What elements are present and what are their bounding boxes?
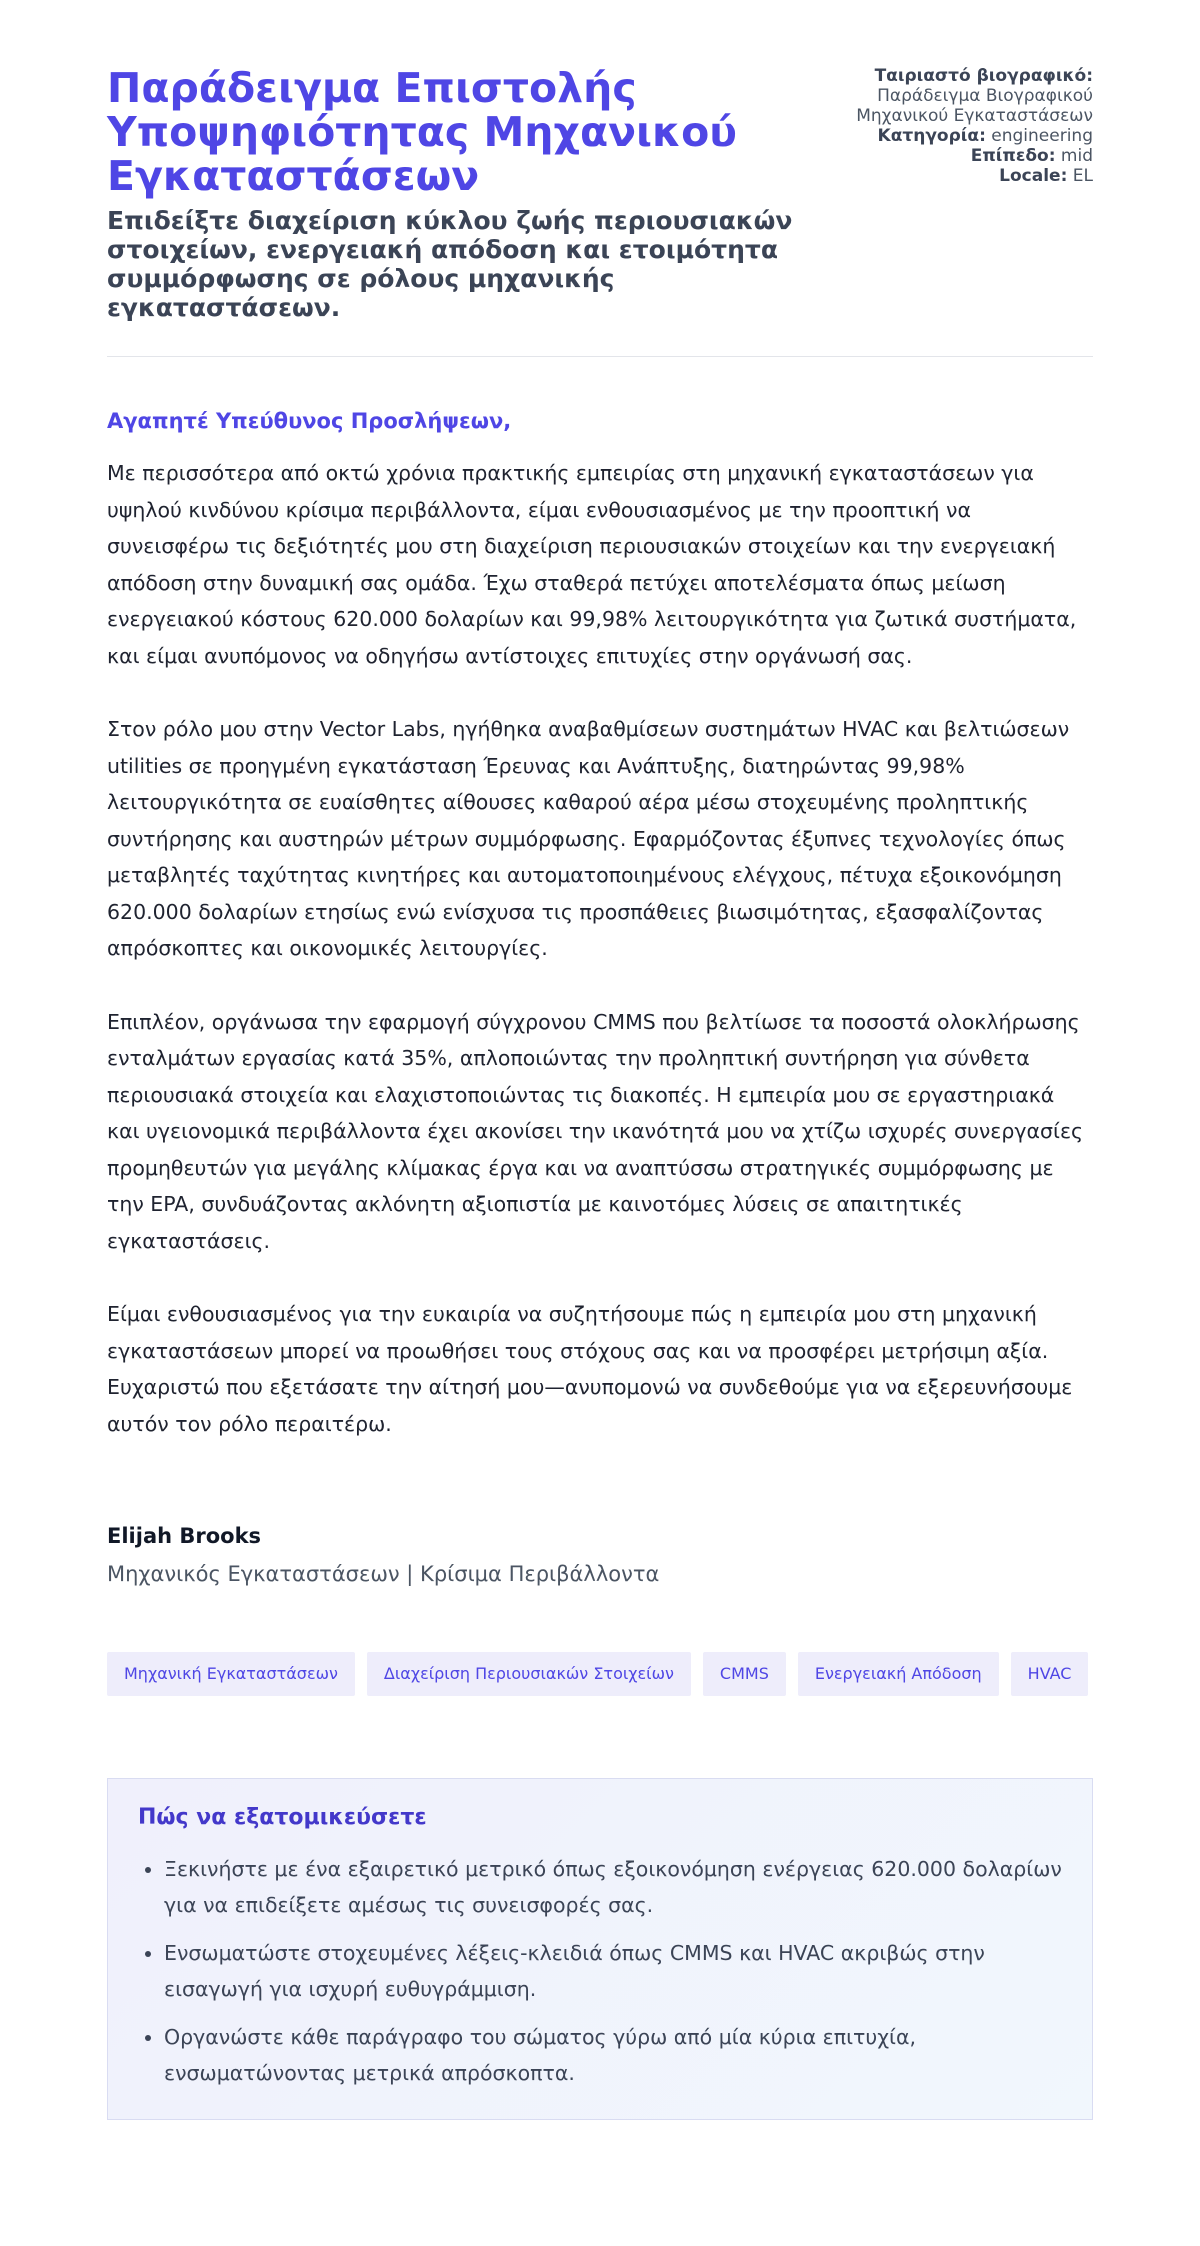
tag-energy-efficiency[interactable]: Ενεργειακή Απόδοση bbox=[798, 1652, 999, 1696]
meta-resume-label: Ταιριαστό βιογραφικό: bbox=[874, 66, 1093, 86]
keyword-tags bbox=[107, 1652, 1093, 1696]
tips-list bbox=[138, 1851, 1062, 2091]
meta-locale bbox=[833, 166, 1093, 186]
meta-category-value: engineering bbox=[991, 126, 1093, 146]
header-divider bbox=[107, 356, 1093, 357]
customization-tips-box bbox=[107, 1778, 1093, 2120]
tag-asset-management[interactable]: Διαχείριση Περιουσιακών Στοιχείων bbox=[367, 1652, 691, 1696]
meta-level bbox=[833, 146, 1093, 166]
meta-locale-label: Locale: bbox=[999, 166, 1068, 186]
letter-body bbox=[107, 407, 1093, 1442]
page-title: Παράδειγμα Επιστολής Υποψηφιότητας Μηχανικού Εγκαταστάσεων bbox=[107, 64, 737, 200]
meta-category bbox=[833, 126, 1093, 146]
meta-level-value: mid bbox=[1060, 146, 1093, 166]
tip-item-1: • Ξεκινήστε με ένα εξαιρετικό μετρικό όπως εξοικονόμηση ενέργειας 620.000 δολαρίων για να επιδείξετε αμέσως τις συνεισφορές σας. bbox=[164, 1851, 1062, 1923]
letter-paragraph-4: Είμαι ενθουσιασμένος για την ευκαιρία να συζητήσουμε πώς η εμπειρία μου στη μηχανική εγκαταστάσεων μπορεί να προωθήσει τους στόχους σας και να προσφέρει μετρήσιμη αξία. Ευχαριστώ που εξετάσατε την αίτησή μου—ανυπομονώ να συνδεθούμε για να εξερευνήσουμε αυτόν τον ρόλο περαιτέρω. bbox=[107, 1302, 1073, 1436]
meta-locale-value: EL bbox=[1072, 166, 1093, 186]
meta-resume-link[interactable]: Παράδειγμα Βιογραφικού Μηχανικού Εγκαταστάσεων bbox=[856, 86, 1093, 126]
meta-level-label: Επίπεδο: bbox=[970, 146, 1056, 166]
tag-hvac[interactable]: HVAC bbox=[1011, 1652, 1089, 1696]
tips-title: Πώς να εξατομικεύσετε bbox=[138, 1805, 427, 1830]
header-titles bbox=[107, 66, 827, 322]
signature-block bbox=[107, 1522, 1093, 1588]
meta-panel bbox=[833, 66, 1093, 186]
letter-greeting: Αγαπητέ Υπεύθυνος Προσλήψεων, bbox=[107, 409, 512, 433]
page-header bbox=[107, 0, 1093, 322]
tip-item-3: • Οργανώστε κάθε παράγραφο του σώματος γύρω από μία κύρια επιτυχία, ενσωματώνοντας μετρικά απρόσκοπτα. bbox=[164, 2019, 1062, 2091]
tag-facilities-engineering[interactable]: Μηχανική Εγκαταστάσεων bbox=[107, 1652, 355, 1696]
letter-paragraph-2: Στον ρόλο μου στην Vector Labs, ηγήθηκα αναβαθμίσεων συστημάτων HVAC και βελτιώσεων utilities σε προηγμένη εγκατάσταση Έρευνας και Ανάπτυξης, διατηρώντας 99,98% λειτουργικότητα σε ευαίσθητες αίθουσες καθαρού αέρα μέσω στοχευμένης προληπτικής συντήρησης και αυστηρών μέτρων συμμόρφωσης. Εφαρμόζοντας έξυπνες τεχνολογίες όπως μεταβλητές ταχύτητας κινητήρες και αυτοματοποιημένους ελέγχους, πέτυχα εξοικονόμηση 620.000 δολαρίων ετησίως ενώ ενίσχυσα τις προσπάθειες βιωσιμότητας, εξασφαλίζοντας απρόσκοπτες και οικονομικές λειτουργίες. bbox=[107, 717, 1070, 960]
tip-item-2: • Ενσωματώστε στοχευμένες λέξεις-κλειδιά όπως CMMS και HVAC ακριβώς στην εισαγωγή για ισχυρή ευθυγράμμιση. bbox=[164, 1935, 1062, 2007]
page-subtitle: Επιδείξτε διαχείριση κύκλου ζωής περιουσιακών στοιχείων, ενεργειακή απόδοση και ετοιμότητα συμμόρφωσης σε ρόλους μηχανικής εγκαταστάσεων. bbox=[107, 206, 793, 322]
letter-paragraph-3: Επιπλέον, οργάνωσα την εφαρμογή σύγχρονου CMMS που βελτίωσε τα ποσοστά ολοκλήρωσης ενταλμάτων εργασίας κατά 35%, απλοποιώντας την προληπτική συντήρηση για σύνθετα περιουσιακά στοιχεία και ελαχιστοποιώντας τις διακοπές. Η εμπειρία μου σε εργαστηριακά και υγειονομικά περιβάλλοντα έχει ακονίσει την ικανότητά μου να χτίζω ισχυρές συνεργασίες προμηθευτών για μεγάλης κλίμακας έργα και να αναπτύσσω στρατηγικές συμμόρφωσης με την EPA, συνδυάζοντας ακλόνητη αξιοπιστία με καινοτόμες λύσεις σε απαιτητικές εγκαταστάσεις. bbox=[107, 1009, 1084, 1253]
signature-name: Elijah Brooks bbox=[107, 1524, 262, 1548]
tag-cmms[interactable]: CMMS bbox=[703, 1652, 786, 1696]
meta-category-label: Κατηγορία: bbox=[877, 126, 986, 146]
letter-paragraph-1: Με περισσότερα από οκτώ χρόνια πρακτικής εμπειρίας στη μηχανική εγκαταστάσεων για υψηλού κινδύνου κρίσιμα περιβάλλοντα, είμαι ενθουσιασμένος με την προοπτική να συνεισφέρω τις δεξιότητές μου στη διαχείριση περιουσιακών στοιχείων και την ενεργειακή απόδοση στην δυναμική σας ομάδα. Έχω σταθερά πετύχει αποτελέσματα όπως μείωση ενεργειακού κόστους 620.000 δολαρίων και 99,98% λειτουργικότητα για ζωτικά συστήματα, και είμαι ανυπόμονος να οδηγήσω αντίστοιχες επιτυχίες στην οργάνωσή σας. bbox=[107, 461, 1077, 668]
signature-role: Μηχανικός Εγκαταστάσεων | Κρίσιμα Περιβάλλοντα bbox=[107, 1562, 660, 1586]
meta-resume bbox=[833, 66, 1093, 126]
